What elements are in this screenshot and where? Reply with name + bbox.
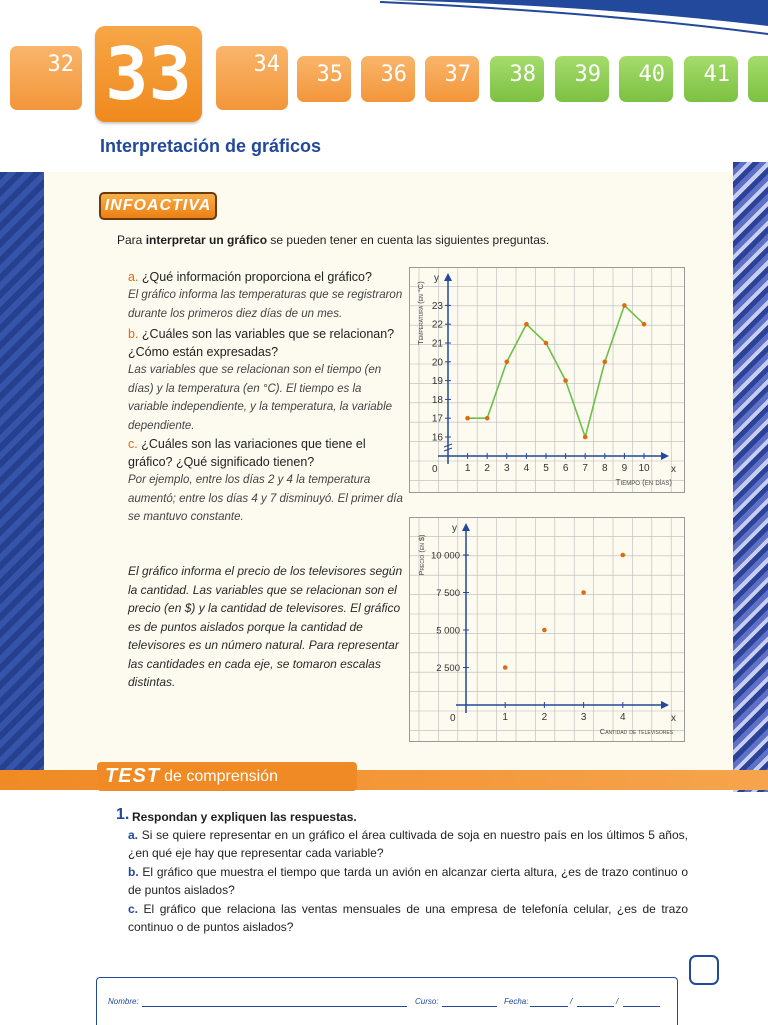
nav-tab-label: 37 [444,62,471,87]
nombre-label: Nombre: [108,997,139,1006]
nav-tab-36[interactable] [361,56,415,102]
y-tick-label: 16 [431,432,443,444]
nav-tab-label: 36 [380,62,407,87]
x-axis-label: Tiempo (en días) [615,478,672,487]
x-tick-label: 9 [621,463,628,474]
nav-tab-label: 38 [509,62,536,87]
intro-after: se pueden tener en cuenta las siguientes preguntas. [267,233,550,247]
x-tick-label: 7 [582,463,588,474]
intro-before: Para [117,233,146,247]
x-axis-label: Cantidad de televisores [599,727,673,736]
exercise-item-label: c. [128,902,139,916]
nav-tab-39[interactable] [555,56,609,102]
y-tick-label: 7 500 [436,588,460,599]
origin-label: 0 [450,713,456,724]
nav-tab-40[interactable] [619,56,673,102]
x-tick-label: 6 [562,463,569,474]
fecha-day-field[interactable] [530,1006,568,1007]
y-tick-label: 23 [431,300,443,312]
question-c-answer: Por ejemplo, entre los días 2 y 4 la temperatura aumentó; entre los días 4 y 7 disminuyó. El primer día se mantuvo constante. [128,474,403,523]
x-tick-label: 1 [502,712,508,723]
origin-label: 0 [432,464,438,475]
nav-tab-34[interactable] [216,46,288,110]
fecha-month-field[interactable] [577,1006,614,1007]
data-point [542,628,547,633]
x-tick-label: 8 [602,463,608,474]
y-tick-label: 21 [431,338,443,350]
data-point [544,341,549,346]
y-axis-label: Precio (en $) [417,534,426,576]
question-b-text: ¿Cuáles son las variables que se relacionan? ¿Cómo están expresadas? [128,327,395,359]
fecha-separator: / [570,997,573,1006]
data-point [465,416,470,421]
y-tick-label: 10 000 [430,550,460,562]
nav-tab-next-partial[interactable] [748,56,768,102]
exercise-item-c [128,900,688,936]
y-tick-label: 20 [431,357,443,369]
question-c-text: ¿Cuáles son las variaciones que tiene el gráfico? ¿Qué significado tienen? [128,437,366,469]
test-badge-big: TEST [105,765,161,787]
exercise-item-label: a. [128,828,139,842]
x-axis-letter: x [671,713,676,724]
x-tick-label: 4 [523,463,530,474]
exercise-item-label: b. [128,865,139,879]
y-tick-label: 19 [431,376,443,388]
question-a-answer: El gráfico informa las temperaturas que se registraron durante los primeros diez días de un mes. [128,289,403,320]
exercise-item-text: El gráfico que muestra el tiempo que tarda un avión en alcanzar cierta altura, ¿es de trazo continuo o de puntos aislados? [128,865,688,897]
y-axis-arrow [462,523,470,531]
exercise-item-text: El gráfico que relaciona las ventas mensuales de una empresa de telefonía celular, ¿es de trazo continuo o de puntos aislados? [128,902,688,934]
infoactiva-badge: INFOACTIVA [99,192,217,220]
y-axis-label: Temperatura (en °C) [416,281,425,345]
curso-label: Curso: [415,997,439,1006]
data-point [621,553,626,558]
y-tick-label: 2 500 [436,663,460,674]
exercise-number: 1. [116,806,130,823]
y-axis-arrow [444,273,452,281]
question-a-block [128,268,404,323]
tv-price-chart-svg [409,517,685,742]
page-title: Interpretación de gráficos [100,136,322,156]
temperature-chart [409,267,685,493]
x-tick-label: 2 [541,712,548,723]
x-axis-letter: x [671,464,676,475]
x-axis-arrow [661,452,669,460]
x-axis-arrow [661,701,669,709]
nav-tab-41[interactable] [684,56,738,102]
x-tick-label: 3 [504,463,510,474]
nav-tab-label: 39 [574,62,601,87]
y-axis-letter: y [452,523,457,534]
nav-tab-label: 32 [47,52,74,77]
nav-tab-38[interactable] [490,56,544,102]
fecha-separator: / [616,997,619,1006]
question-b-label: b. [128,327,139,341]
x-tick-label: 3 [580,712,587,723]
nav-tab-label: 35 [316,62,343,87]
test-badge-small: de comprensión [164,767,278,785]
student-form [96,977,678,1025]
nav-tab-label: 33 [105,32,192,116]
test-badge [97,762,357,791]
y-tick-label: 17 [431,413,443,425]
data-point [524,322,529,327]
exercise-item-a [128,826,688,862]
question-a-label: a. [128,270,139,284]
curso-field[interactable] [442,1006,497,1007]
y-axis-letter: y [434,273,439,284]
fecha-year-field[interactable] [623,1006,660,1007]
data-point [505,360,510,365]
question-b-block [128,325,404,435]
nav-tab-37[interactable] [425,56,479,102]
nav-tab-32[interactable] [10,46,82,110]
data-point [642,322,647,327]
x-tick-label: 1 [464,463,471,474]
y-tick-label: 22 [431,319,443,331]
nav-tab-label: 40 [638,62,665,87]
exercise-item-text: Si se quiere representar en un gráfico el área cultivada de soja en nuestro país en los últimos 5 años, ¿en qué eje hay que representar cada variable? [128,828,688,860]
x-tick-label: 4 [620,712,626,723]
data-point [583,435,588,440]
data-point [485,416,490,421]
tv-price-chart [409,517,685,742]
chart-frame [410,268,685,493]
nombre-field[interactable] [142,1006,407,1007]
x-tick-label: 2 [484,463,490,474]
intro-bold: interpretar un gráfico [145,233,268,247]
y-tick-label: 18 [431,394,443,406]
x-tick-label: 10 [638,463,650,474]
nav-tab-label: 34 [253,52,280,77]
nav-tab-35[interactable] [297,56,351,102]
temperature-chart-svg [409,267,685,493]
y-tick-label: 5 000 [436,625,460,637]
right-decorative-band [733,162,768,792]
data-point [581,590,586,595]
fecha-label: Fecha: [504,997,529,1006]
exercise-heading: Respondan y expliquen las respuestas. [132,810,357,824]
exercise-item-b [128,863,688,899]
x-tick-label: 5 [543,463,549,474]
intro-text [117,233,549,247]
question-c-block [128,435,404,527]
nav-tab-33-active[interactable] [95,26,202,122]
data-point [603,360,608,365]
data-point [563,378,568,383]
nav-tab-label: 41 [703,62,730,87]
question-a-text: ¿Qué información proporciona el gráfico? [138,270,372,284]
checkbox-icon[interactable] [689,955,719,985]
left-decorative-band [0,172,44,774]
question-b-answer: Las variables que se relacionan son el tiempo (en días) y la temperatura (en °C). El tiempo es la variable independiente, y la temperatura, la variable dependiente. [128,364,393,432]
question-c-label: c. [128,437,138,451]
data-point [503,665,508,670]
tv-chart-explanation: El gráfico informa el precio de los televisores según la cantidad. Las variables que se relacionan son el precio (en $) y la cantidad de televisores. El gráfico es de puntos aislados porque la cantidad de televisores es un número natural. Para representar las cantidades en cada eje, se tomaron escalas distintas. [128,564,403,689]
data-point [622,303,627,308]
